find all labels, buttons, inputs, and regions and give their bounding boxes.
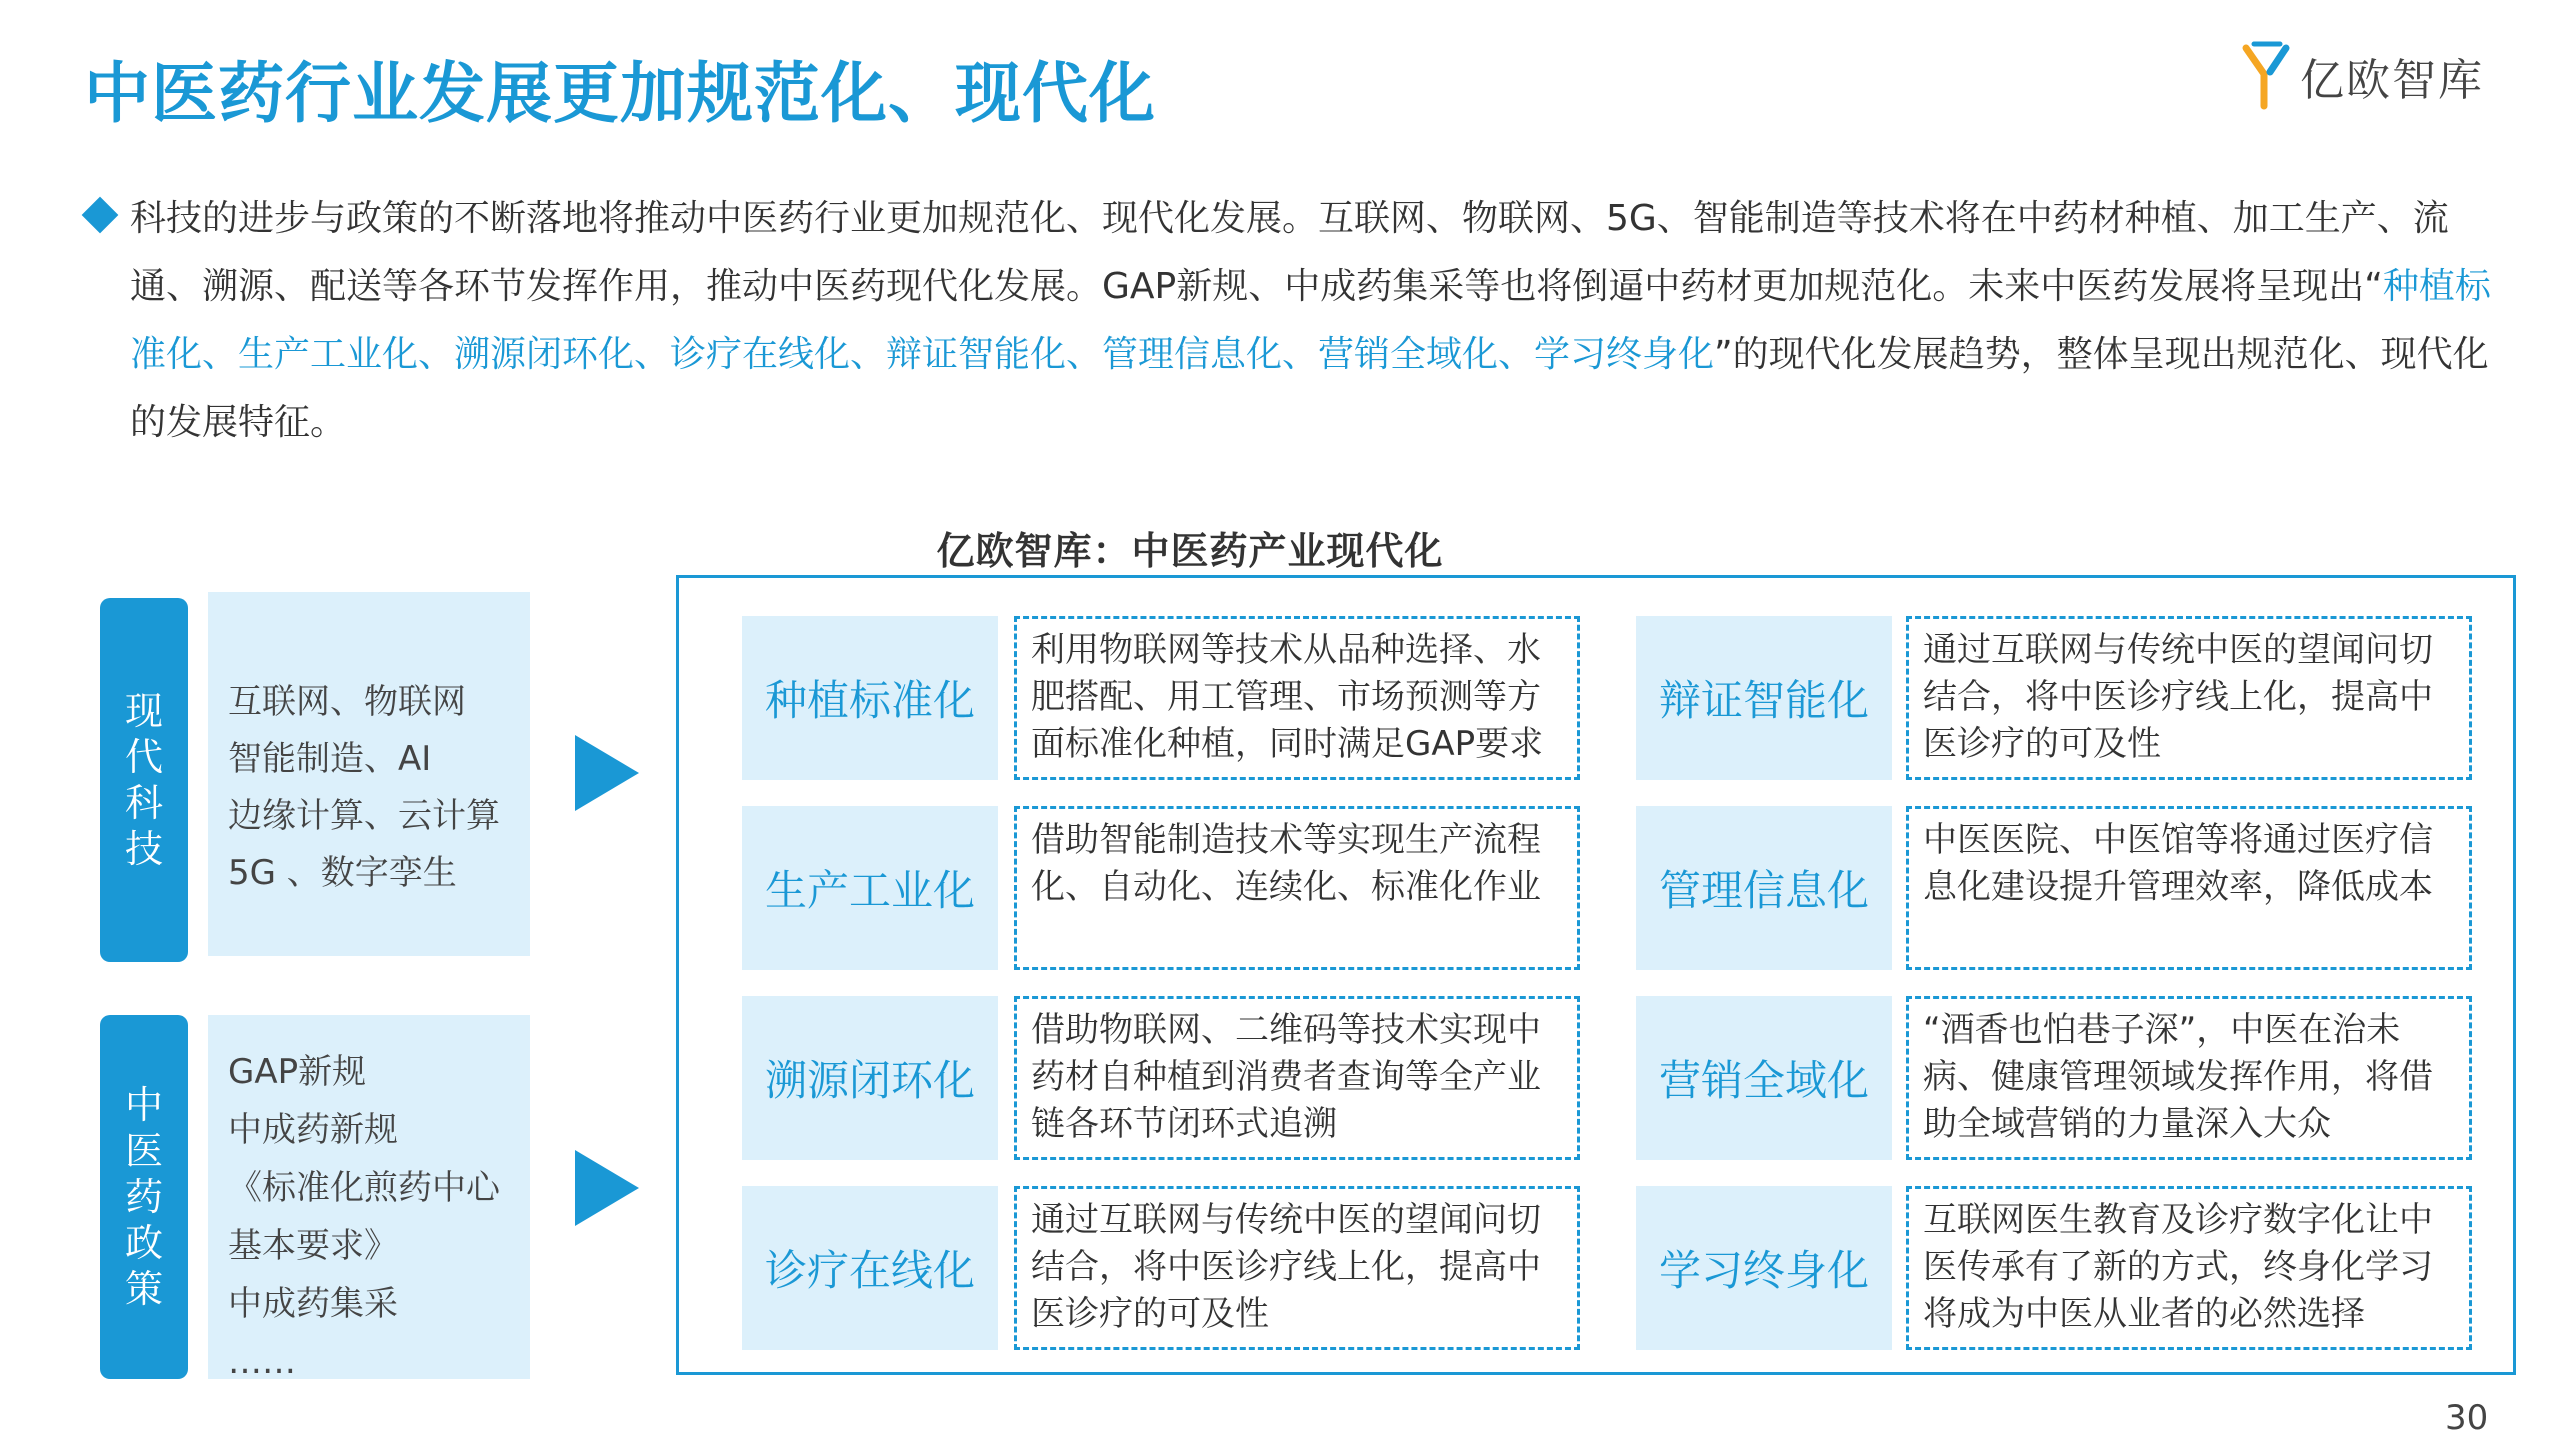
trend-label: 学习终身化: [1636, 1186, 1892, 1350]
intro-paragraph: [130, 185, 2520, 457]
trend-label: 溯源闭环化: [742, 996, 998, 1160]
list-item: 边缘计算、云计算: [228, 796, 500, 836]
page-title: 中医药行业发展更加规范化、现代化: [84, 55, 1156, 132]
yiou-logo-icon: [2240, 40, 2292, 112]
trend-label: 管理信息化: [1636, 806, 1892, 970]
category-modern-tech: 现代科技: [100, 598, 188, 962]
logo-text: 亿欧智库: [2300, 55, 2484, 106]
intro-text-part1: 科技的进步与政策的不断落地将推动中医药行业更加规范化、现代化发展。互联网、物联网、5G、智能制造等技术将在中药材种植、加工生产、流通、溯源、配送等各环节发挥作用，推动中医药现代化发展。GAP新规、中成药集采等也将倒逼中药材更加规范化。未来中医药发展将呈现出“: [130, 198, 2449, 307]
play-arrow-icon: [575, 735, 639, 811]
diagram-title: 亿欧智库：中医药产业现代化: [936, 529, 1444, 573]
trend-description: “酒香也怕巷子深”，中医在治未病、健康管理领域发挥作用，将借助全域营销的力量深入大众: [1906, 996, 2472, 1160]
trend-description: 借助物联网、二维码等技术实现中药材自种植到消费者查询等全产业链各环节闭环式追溯: [1014, 996, 1580, 1160]
list-item: 中成药新规: [228, 1110, 398, 1150]
trend-description: 借助智能制造技术等实现生产流程化、自动化、连续化、标准化作业: [1014, 806, 1580, 970]
logo: [2240, 36, 2484, 116]
trend-label: 营销全域化: [1636, 996, 1892, 1160]
list-item: 智能制造、AI: [228, 739, 432, 779]
policy-list: [208, 1015, 530, 1382]
play-arrow-icon: [575, 1150, 639, 1226]
list-item: 基本要求》: [228, 1226, 398, 1266]
diamond-bullet-icon: [82, 197, 119, 234]
trend-description: 互联网医生教育及诊疗数字化让中医传承有了新的方式，终身化学习将成为中医从业者的必然选择: [1906, 1186, 2472, 1350]
list-item: ……: [228, 1342, 296, 1382]
list-item: 《标准化煎药中心: [228, 1168, 500, 1208]
trend-label: 生产工业化: [742, 806, 998, 970]
list-item: 5G 、数字孪生: [228, 853, 457, 893]
trend-label: 种植标准化: [742, 616, 998, 780]
category-tcm-policy: 中医药政策: [100, 1015, 188, 1379]
list-item: GAP新规: [228, 1052, 367, 1092]
list-item: 中成药集采: [228, 1284, 398, 1324]
list-item: 互联网、物联网: [228, 682, 466, 722]
trend-description: 通过互联网与传统中医的望闻问切结合，将中医诊疗线上化，提高中医诊疗的可及性: [1014, 1186, 1580, 1350]
page-number: 30: [2445, 1398, 2489, 1438]
intro-highlight: 种植标准化、生产工业化、溯源闭环化、诊疗在线化、辩证智能化、管理信息化、营销全域化、学习终身化: [130, 266, 2491, 375]
trend-label: 诊疗在线化: [742, 1186, 998, 1350]
intro-text-part2: ”的现代化发展趋势，整体呈现出规范化、现代化的发展特征。: [130, 334, 2489, 443]
trend-description: 通过互联网与传统中医的望闻问切结合，将中医诊疗线上化，提高中医诊疗的可及性: [1906, 616, 2472, 780]
trend-label: 辩证智能化: [1636, 616, 1892, 780]
trend-description: 利用物联网等技术从品种选择、水肥搭配、用工管理、市场预测等方面标准化种植，同时满足GAP要求: [1014, 616, 1580, 780]
tech-list: [208, 592, 530, 956]
trend-description: 中医医院、中医馆等将通过医疗信息化建设提升管理效率，降低成本: [1906, 806, 2472, 970]
